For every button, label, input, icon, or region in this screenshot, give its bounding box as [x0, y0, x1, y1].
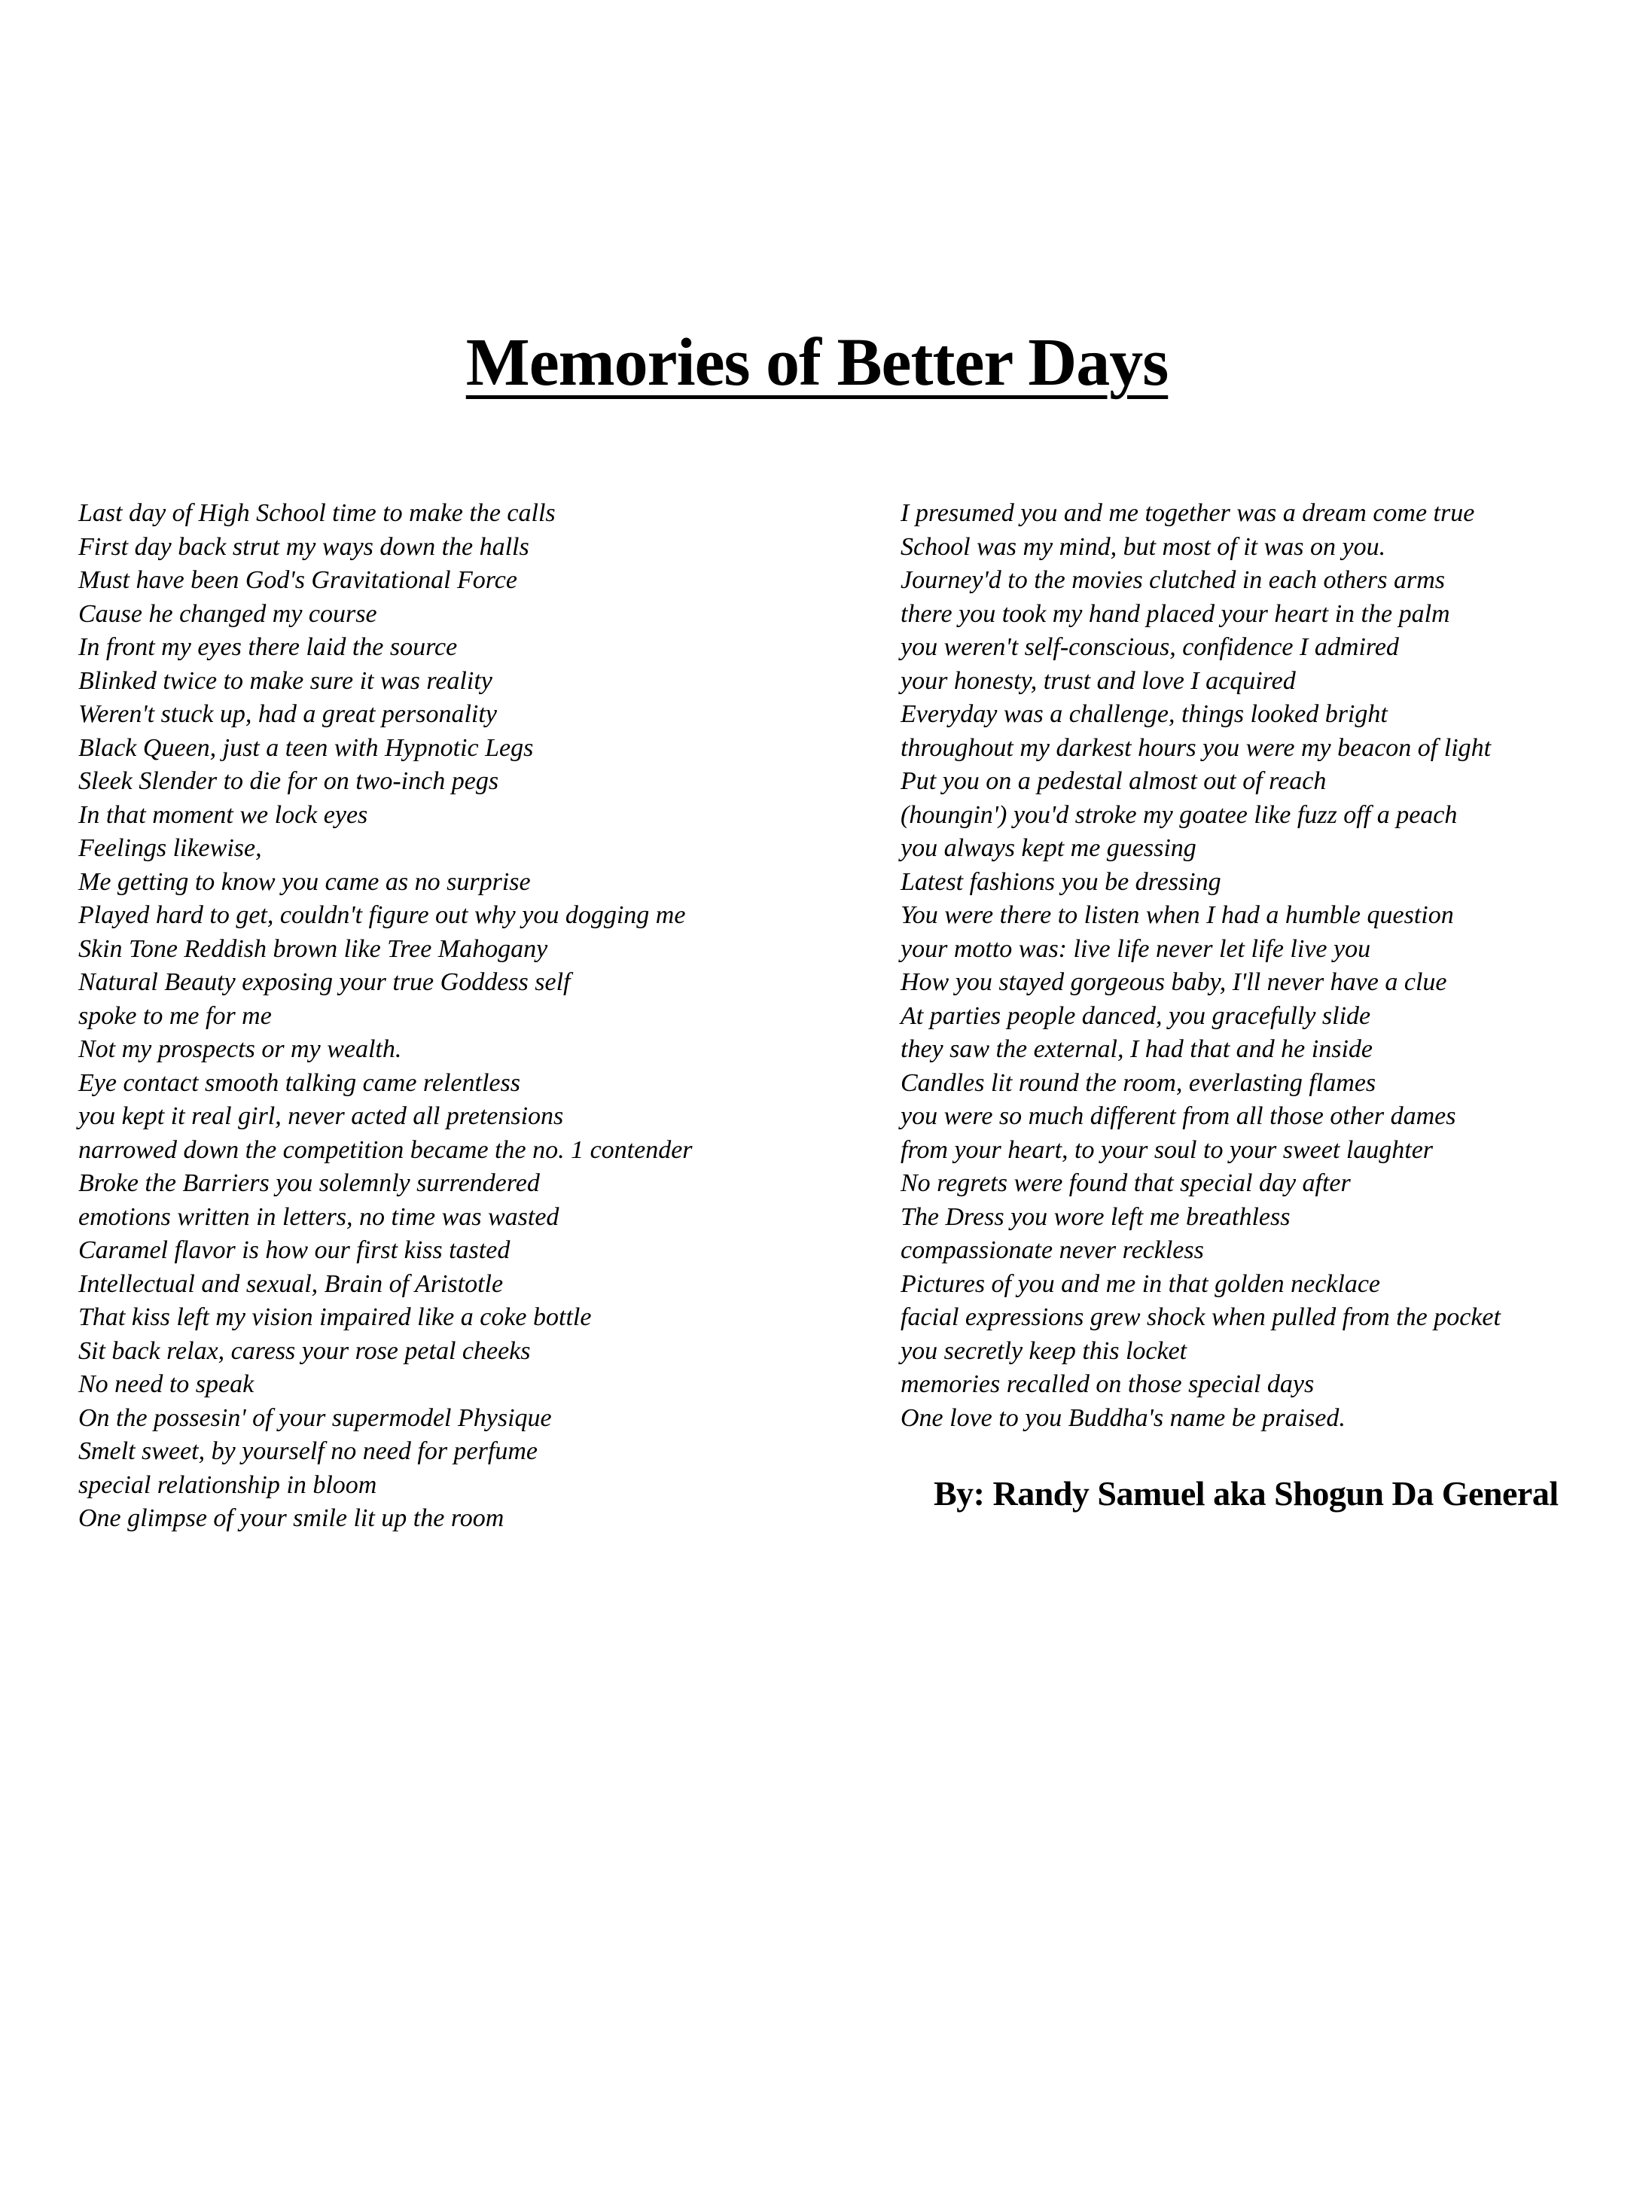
- poem-line: Caramel flavor is how our first kiss tasted: [78, 1236, 511, 1264]
- poem-line: they saw the external, I had that and he inside: [901, 1035, 1373, 1063]
- poem-line: At parties people danced, you gracefully slide: [901, 1001, 1371, 1030]
- poem-line: Latest fashions you be dressing: [901, 867, 1221, 896]
- poem-line: Weren't stuck up, had a great personality: [78, 700, 497, 728]
- poem-line: Broke the Barriers you solemnly surrendered: [78, 1169, 540, 1197]
- poem-line: No need to speak: [78, 1370, 255, 1398]
- poem-line: One glimpse of your smile lit up the room: [78, 1504, 504, 1532]
- poem-line: special relationship in bloom: [78, 1470, 377, 1499]
- poem-line: On the possesin' of your supermodel Physique: [78, 1403, 552, 1432]
- poem-line: Natural Beauty exposing your true Goddess self: [78, 968, 571, 996]
- poem-line: your honesty, trust and love I acquired: [901, 666, 1296, 695]
- poem-line: Not my prospects or my wealth.: [78, 1035, 402, 1063]
- poem-line: from your heart, to your soul to your sweet laughter: [901, 1135, 1434, 1164]
- poem-line: spoke to me for me: [78, 1001, 272, 1030]
- poem-line: Eye contact smooth talking came relentless: [78, 1068, 520, 1097]
- poem-line: Black Queen, just a teen with Hypnotic Legs: [78, 733, 534, 762]
- poem-line: your motto was: live life never let life live you: [901, 934, 1371, 963]
- poem-left-column: [78, 497, 693, 1536]
- poem-line: you kept it real girl, never acted all pretensions: [78, 1102, 564, 1130]
- poem-line: Must have been God's Gravitational Force: [78, 566, 517, 594]
- poem-line: Me getting to know you came as no surprise: [78, 867, 531, 896]
- poem-line: emotions written in letters, no time was wasted: [78, 1202, 559, 1231]
- poem-title-text: Memories of Better Days: [465, 325, 1169, 400]
- poem-line: How you stayed gorgeous baby, I'll never have a clue: [901, 968, 1447, 996]
- poem-line: compassionate never reckless: [901, 1236, 1204, 1264]
- poem-title: [0, 325, 1634, 401]
- poem-line: Everyday was a challenge, things looked bright: [901, 700, 1388, 728]
- poem-line: Feelings likewise,: [78, 834, 262, 862]
- poem-line: Pictures of you and me in that golden necklace: [901, 1269, 1381, 1298]
- poem-line: No regrets were found that special day after: [901, 1169, 1351, 1197]
- poem-line: One love to you Buddha's name be praised.: [901, 1403, 1346, 1432]
- poem-line: facial expressions grew shock when pulled from the pocket: [901, 1303, 1501, 1331]
- poem-line: Intellectual and sexual, Brain of Aristotle: [78, 1269, 504, 1298]
- poem-line: Smelt sweet, by yourself no need for perfume: [78, 1437, 538, 1465]
- poem-line: School was my mind, but most of it was on you.: [901, 532, 1386, 561]
- poem-line: You were there to listen when I had a humble question: [901, 901, 1454, 929]
- poem-line: Played hard to get, couldn't figure out why you dogging me: [78, 901, 686, 929]
- poem-line: The Dress you wore left me breathless: [901, 1202, 1291, 1231]
- author-byline: By: Randy Samuel aka Shogun Da General: [934, 1474, 1559, 1513]
- poem-line: Sleek Slender to die for on two-inch pegs: [78, 767, 499, 795]
- poem-line: you secretly keep this locket: [901, 1336, 1187, 1365]
- poem-line: That kiss left my vision impaired like a coke bottle: [78, 1303, 592, 1331]
- poem-line: narrowed down the competition became the no. 1 contender: [78, 1135, 693, 1164]
- poem-line: Last day of High School time to make the calls: [78, 499, 556, 527]
- poem-line: throughout my darkest hours you were my beacon of light: [901, 733, 1492, 762]
- poem-line: Candles lit round the room, everlasting flames: [901, 1068, 1376, 1097]
- poem-right-column: [901, 497, 1501, 1435]
- poem-line: Sit back relax, caress your rose petal cheeks: [78, 1336, 531, 1365]
- poem-line: (houngin') you'd stroke my goatee like fuzz off a peach: [901, 800, 1458, 829]
- poem-line: Blinked twice to make sure it was reality: [78, 666, 492, 695]
- poem-line: Put you on a pedestal almost out of reach: [901, 767, 1327, 795]
- poem-line: memories recalled on those special days: [901, 1370, 1315, 1398]
- poem-line: I presumed you and me together was a dream come true: [901, 499, 1475, 527]
- poem-line: you weren't self-conscious, confidence I admired: [901, 633, 1399, 661]
- poem-line: Cause he changed my course: [78, 599, 377, 628]
- poem-line: In that moment we lock eyes: [78, 800, 368, 829]
- poem-line: you were so much different from all those other dames: [901, 1102, 1456, 1130]
- poem-line: First day back strut my ways down the halls: [78, 532, 529, 561]
- poem-line: Skin Tone Reddish brown like Tree Mahogany: [78, 934, 548, 963]
- poem-line: there you took my hand placed your heart in the palm: [901, 599, 1450, 628]
- poem-line: Journey'd to the movies clutched in each others arms: [901, 566, 1445, 594]
- poem-line: you always kept me guessing: [901, 834, 1196, 862]
- poem-line: In front my eyes there laid the source: [78, 633, 458, 661]
